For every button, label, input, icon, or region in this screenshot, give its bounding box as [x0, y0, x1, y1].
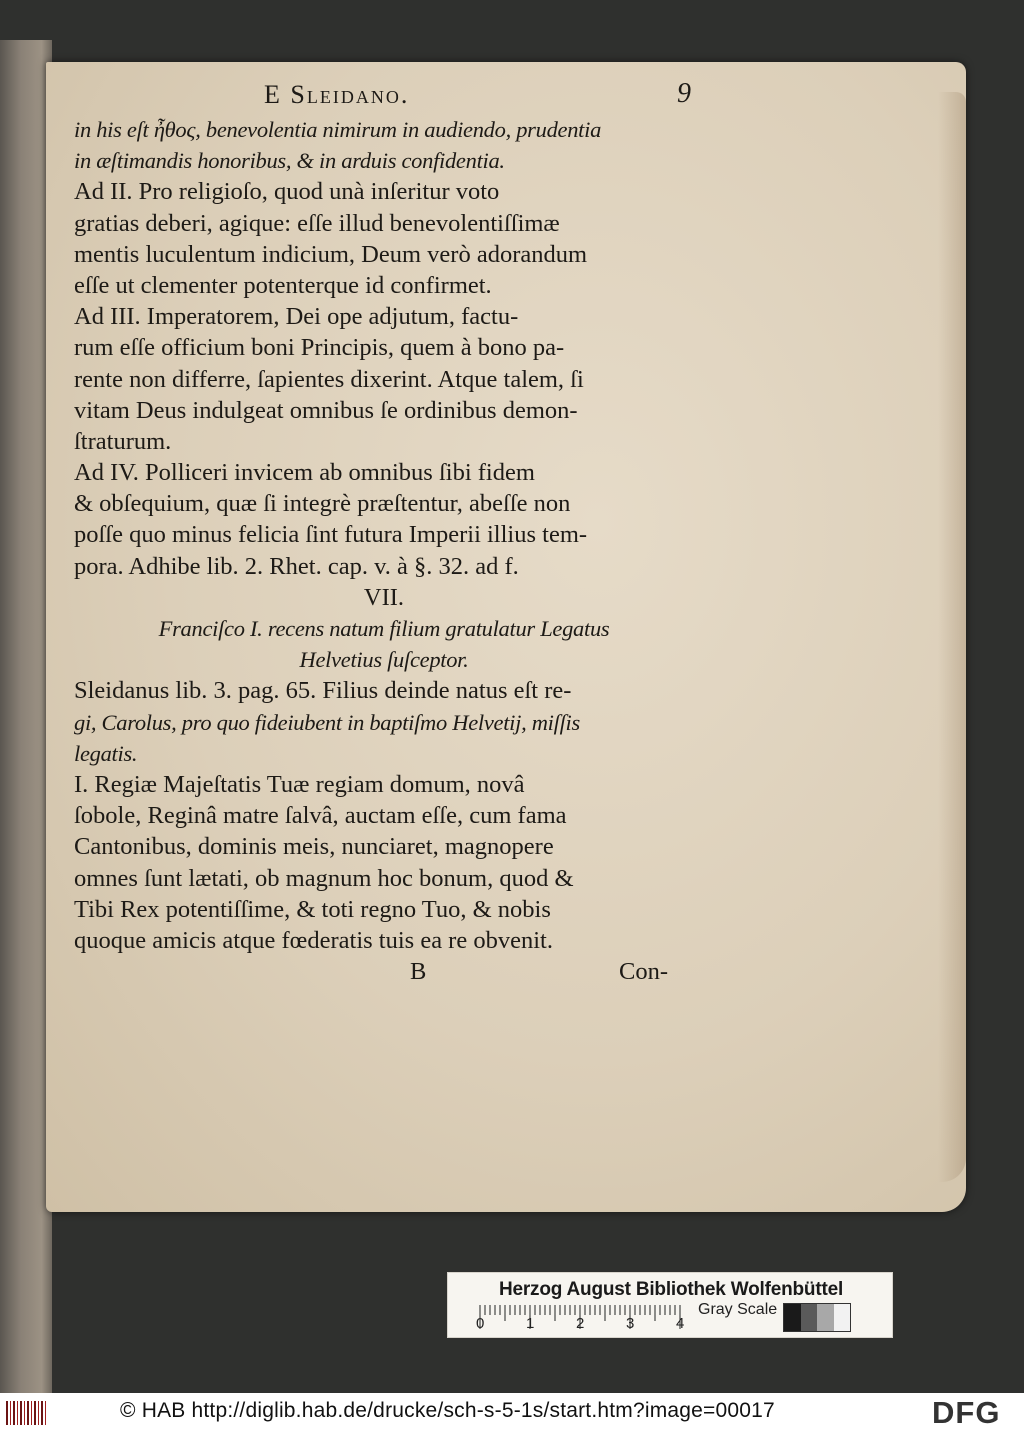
- text-line: omnes ſunt lætati, ob magnum hoc bonum, quod &: [74, 864, 574, 892]
- text-line: gratias deberi, agique: eſſe illud benevolentiſſimæ: [74, 209, 560, 237]
- text-line: pora. Adhibe lib. 2. Rhet. cap. v. à §. 32. ad f.: [74, 552, 519, 580]
- text-line: I. Regiæ Majeſtatis Tuæ regiam domum, novâ: [74, 770, 525, 798]
- ruler-number: 3: [626, 1315, 635, 1332]
- text-line: poſſe quo minus felicia ſint futura Imperii illius tem-: [74, 521, 588, 549]
- hab-barcode-logo: [6, 1401, 48, 1425]
- text-line: quoque amicis atque fœderatis tuis ea re obvenit.: [74, 926, 553, 954]
- text-line: Cantonibus, dominis meis, nunciaret, magnopere: [74, 833, 554, 861]
- text-line: mentis luculentum indicium, Deum verò adorandum: [74, 240, 588, 268]
- text-line: Helvetius ſuſceptor.: [299, 647, 469, 673]
- gray-patch: [817, 1304, 834, 1331]
- running-head: [74, 76, 694, 114]
- page-text: [74, 76, 694, 987]
- text-line: legatis.: [74, 740, 138, 766]
- page-number: 9: [677, 78, 693, 109]
- ruler-numbers: [470, 1315, 690, 1333]
- text-line: & obſequium, quæ ſi integrè præſtentur, abeſſe non: [74, 490, 571, 518]
- text-line: Ad III. Imperatorem, Dei ope adjutum, factu-: [74, 303, 519, 331]
- copyright-url[interactable]: © HAB http://diglib.hab.de/drucke/sch-s-5-1s/start.htm?image=00017: [120, 1399, 775, 1422]
- text-line: rente non differre, ſapientes dixerint. Atque talem, ſi: [74, 365, 584, 393]
- text-line: Sleidanus lib. 3. pag. 65. Filius deinde natus eſt re-: [74, 677, 572, 705]
- signature-mark: B: [410, 958, 427, 986]
- herzog-august-bibliothek-gray-scale-card: [447, 1272, 893, 1338]
- text-line: rum eſſe officium boni Principis, quem à bono pa-: [74, 334, 565, 362]
- text-line: in æſtimandis honoribus, & in arduis confidentia.: [74, 148, 505, 174]
- text-line: in his eſt ἦθος, benevolentia nimirum in audiendo, prudentia: [74, 117, 602, 142]
- ruler-number: 0: [476, 1315, 485, 1332]
- text-line: gi, Carolus, pro quo fideiubent in baptiſmo Helvetij, miſſis: [74, 709, 580, 735]
- gray-scale-label: Gray Scale: [698, 1301, 778, 1318]
- text-line: Ad IV. Polliceri invicem ab omnibus ſibi fidem: [74, 459, 535, 487]
- gray-patch: [784, 1304, 801, 1331]
- text-line: Ad II. Pro religioſo, quod unà inſeritur voto: [74, 178, 500, 206]
- text-line: Tibi Rex potentiſſime, & toti regno Tuo, & nobis: [74, 895, 551, 923]
- previous-page-edge: [0, 40, 52, 1393]
- text-lines: [74, 114, 694, 956]
- viewer-footer: [0, 1393, 1024, 1433]
- text-line: ſobole, Reginâ matre ſalvâ, auctam eſſe, cum fama: [74, 802, 567, 830]
- ruler-number: 4: [676, 1315, 685, 1332]
- text-line: vitam Deus indulgeat omnibus ſe ordinibus demon-: [74, 396, 578, 424]
- ruler-number: 1: [526, 1315, 535, 1332]
- dfg-logo: DFG: [932, 1395, 1001, 1430]
- text-line: ſtraturum.: [74, 427, 172, 455]
- gray-patches: [783, 1303, 851, 1332]
- catchword-line: [74, 956, 694, 987]
- catchword: Con-: [619, 958, 668, 986]
- text-line: VII.: [363, 583, 405, 611]
- card-title: Herzog August Bibliothek Wolfenbüttel: [498, 1279, 844, 1300]
- page-edge-shadow: [938, 92, 966, 1182]
- text-line: eſſe ut clementer potenterque id confirmet.: [74, 271, 492, 299]
- running-head-title: E Sleidano.: [264, 80, 410, 109]
- gray-patch: [801, 1304, 818, 1331]
- ruler-number: 2: [576, 1315, 585, 1332]
- text-line: Franciſco I. recens natum filium gratulatur Legatus: [158, 616, 610, 641]
- gray-patch: [834, 1304, 851, 1331]
